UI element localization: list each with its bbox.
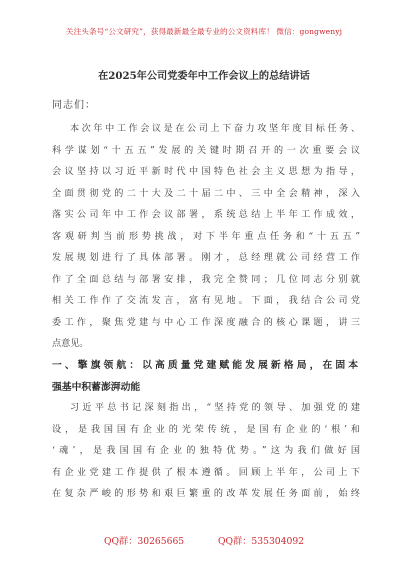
document-title: 在2025年公司党委年中工作会议上的总结讲话: [98, 70, 310, 82]
text-line: 落实公司年中工作会议部署，系统总结上半年工作成效，: [52, 210, 360, 220]
text-line: 客观研判当前形势挑战，对下半年重点任务和“十五五”: [52, 231, 360, 242]
text-line: 会议坚持以习近平新时代中国特色社会主义思想为指导，: [52, 167, 360, 177]
heading-line: 一、擎旗领航：以高质量党建赋能发展新格局，在固本: [52, 360, 358, 371]
text-line: 点意见。: [52, 339, 89, 349]
footer-contact: [0, 533, 408, 547]
text-line: ‘魂’，是我国国有企业的独特优势。”这为我们做好国: [52, 446, 360, 456]
heading-line: 强基中积蓄澎湃动能: [52, 382, 141, 393]
text-line: 有企业党建工作提供了根本遵循。回顾上半年，公司上下: [52, 467, 360, 478]
salutation: 同志们：: [52, 100, 96, 111]
section-heading-1: [52, 355, 358, 399]
top-banner: 关注头条号“公文研究”，获得最新最全最专业的公文资料库！ 微信：gongwenyj: [65, 27, 343, 36]
text-line: 委工作，聚焦党建与中心工作深度融合的核心课题，讲三: [52, 317, 360, 328]
text-line: 设，是我国国有企业的光荣传统，是国有企业的‘根’和: [52, 424, 360, 435]
text-line: 相关工作作了交流发言，富有见地。下面，我结合公司党: [52, 296, 360, 306]
paragraph-1: [52, 119, 360, 356]
qq-group-1: QQ群：30265665: [103, 536, 185, 547]
text-line: 本次年中工作会议是在公司上下奋力攻坚年度目标任务、: [70, 124, 360, 134]
qq-group-2: QQ群：535304092: [217, 536, 305, 547]
text-line: 作了全面总结与部署安排，我完全赞同；几位同志分别就: [52, 274, 360, 285]
text-line: 习近平总书记深刻指出，“坚持党的领导、加强党的建: [70, 403, 360, 413]
text-line: 在复杂严峻的形势和艰巨繁重的改革发展任务面前，始终: [52, 489, 360, 499]
text-line: 全面贯彻党的二十大及二十届二中、三中全会精神，深入: [52, 188, 360, 199]
text-line: 科学谋划“十五五”发展的关键时期召开的一次重要会议: [52, 145, 360, 156]
paragraph-2: [52, 398, 360, 506]
text-line: 发展规划进行了具体部署。刚才，总经理就公司经营工作: [52, 253, 360, 263]
